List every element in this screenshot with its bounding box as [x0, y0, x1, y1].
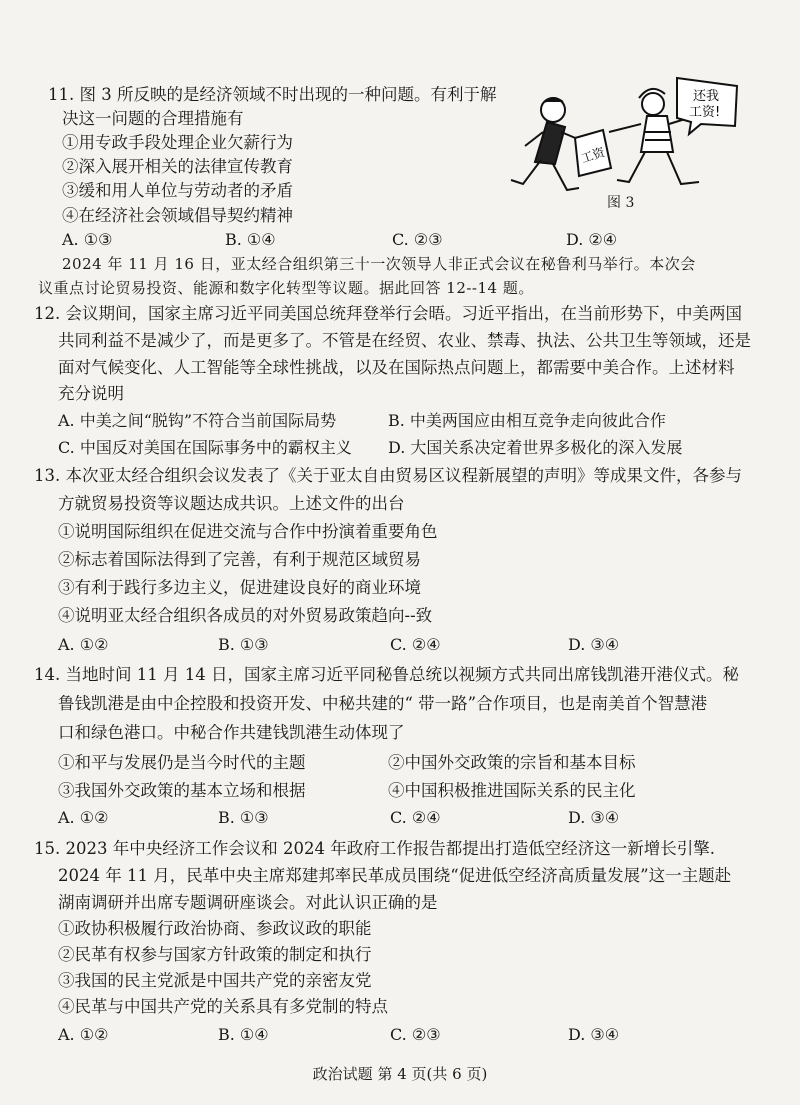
q15-option-a[interactable]: A. ①②	[58, 1025, 109, 1044]
q12-stem-line-4: 充分说明	[58, 384, 124, 403]
q15-item-4: ④民革与中国共产党的关系具有多党制的特点	[58, 997, 388, 1016]
q12-option-a[interactable]: A. 中美之间“脱钩”不符合当前国际局势	[58, 411, 337, 430]
q14-item-4: ④中国积极推进国际关系的民主化	[388, 781, 636, 800]
q15-stem-line-3: 湖南调研并出席专题调研座谈会。对此认识正确的是	[58, 893, 438, 912]
q12-stem-line-1: 12. 会议期间，国家主席习近平同美国总统拜登举行会晤。习近平指出，在当前形势下，中美两国	[34, 304, 742, 323]
q15-option-b[interactable]: B. ①④	[218, 1025, 269, 1044]
q11-item-1: ①用专政手段处理企业欠薪行为	[62, 133, 293, 152]
q13-option-c[interactable]: C. ②④	[390, 635, 441, 654]
q11-item-3: ③缓和用人单位与劳动者的矛盾	[62, 181, 293, 200]
q11-option-b[interactable]: B. ①④	[225, 230, 276, 249]
q14-option-c[interactable]: C. ②④	[390, 808, 441, 827]
speech-bubble	[677, 78, 737, 134]
intro-line-1: 2024 年 11 月 16 日，亚太经合组织第三十一次领导人非正式会议在秘鲁利马举行。本次会	[62, 255, 696, 273]
q14-item-3: ③我国外交政策的基本立场和根据	[58, 781, 306, 800]
q12-option-b[interactable]: B. 中美两国应由相互竞争走向彼此合作	[388, 411, 666, 430]
q15-item-2: ②民革有权参与国家方针政策的制定和执行	[58, 945, 372, 964]
q13-stem-line-2: 方就贸易投资等议题达成共识。上述文件的出台	[58, 494, 405, 513]
q14-option-d[interactable]: D. ③④	[568, 808, 620, 827]
bubble-line-2: 工资!	[689, 105, 721, 120]
wage-bag	[575, 130, 611, 176]
bag-label: 工资	[579, 145, 607, 166]
q14-stem-line-1: 14. 当地时间 11 月 14 日，国家主席习近平同秘鲁总统以视频方式共同出席钱凯港开港仪式。秘	[34, 665, 739, 684]
page-footer: 政治试题 第 4 页(共 6 页)	[312, 1065, 488, 1083]
q11-item-4: ④在经济社会领域倡导契约精神	[62, 206, 293, 225]
bubble-line-1: 还我	[693, 89, 720, 104]
q12-stem-line-3: 面对气候变化、人工智能等全球性挑战，以及在国际热点问题上，都需要中美合作。上述材料	[58, 358, 735, 377]
q15-item-3: ③我国的民主党派是中国共产党的亲密友党	[58, 971, 372, 990]
q13-option-a[interactable]: A. ①②	[58, 635, 109, 654]
q11-stem-line-2: 决这一问题的合理措施有	[62, 109, 244, 128]
q13-option-b[interactable]: B. ①③	[218, 635, 269, 654]
q12-stem-line-2: 共同利益不是减少了，而是更多了。不管是在经贸、农业、禁毒、执法、公共卫生等领域，还是	[58, 331, 751, 350]
q14-option-b[interactable]: B. ①③	[218, 808, 269, 827]
q11-stem-line-1: 11. 图 3 所反映的是经济领域不时出现的一种问题。有利于解	[48, 85, 497, 104]
q13-item-3: ③有利于践行多边主义，促进建设良好的商业环境	[58, 578, 421, 597]
q15-stem-line-2: 2024 年 11 月，民革中央主席郑建邦率民革成员围绕“促进低空经济高质量发展”这一主题赴	[58, 866, 732, 885]
intro-line-2: 议重点讨论贸易投资、能源和数字化转型等议题。据此回答 12--14 题。	[38, 279, 534, 297]
q14-option-a[interactable]: A. ①②	[58, 808, 109, 827]
q13-option-d[interactable]: D. ③④	[568, 635, 620, 654]
q11-option-c[interactable]: C. ②③	[392, 230, 443, 249]
q12-option-d[interactable]: D. 大国关系决定着世界多极化的深入发展	[388, 438, 683, 457]
q13-item-4: ④说明亚太经合组织各成员的对外贸易政策趋向--致	[58, 606, 433, 625]
q11-item-2: ②深入展开相关的法律宣传教育	[62, 157, 293, 176]
q13-item-1: ①说明国际组织在促进交流与合作中扮演着重要角色	[58, 522, 438, 541]
q13-item-2: ②标志着国际法得到了完善，有利于规范区域贸易	[58, 550, 421, 569]
q14-stem-line-3: 口和绿色港口。中秘合作共建钱凯港生动体现了	[58, 723, 405, 742]
q14-stem-line-2: 鲁钱凯港是由中企控股和投资开发、中秘共建的“ 带一路”合作项目，也是南美首个智慧港	[58, 694, 708, 713]
q15-stem-line-1: 15. 2023 年中央经济工作会议和 2024 年政府工作报告都提出打造低空经济这一新增长引擎.	[34, 839, 715, 858]
q11-option-d[interactable]: D. ②④	[566, 230, 618, 249]
q11-option-a[interactable]: A. ①③	[62, 230, 113, 249]
figure-caption: 图 3	[607, 195, 635, 211]
fleeing-man-illustration	[511, 98, 585, 190]
q14-item-2: ②中国外交政策的宗旨和基本目标	[388, 753, 636, 772]
q13-stem-line-1: 13. 本次亚太经合组织会议发表了《关于亚太自由贸易区议程新展望的声明》等成果文件，各参与	[34, 466, 742, 485]
q14-item-1: ①和平与发展仍是当今时代的主题	[58, 753, 306, 772]
q12-option-c[interactable]: C. 中国反对美国在国际事务中的霸权主义	[58, 438, 352, 457]
cartoon-figure	[505, 72, 745, 212]
q15-option-d[interactable]: D. ③④	[568, 1025, 620, 1044]
q15-option-c[interactable]: C. ②③	[390, 1025, 441, 1044]
q15-item-1: ①政协积极履行政治协商、参政议政的职能	[58, 919, 372, 938]
